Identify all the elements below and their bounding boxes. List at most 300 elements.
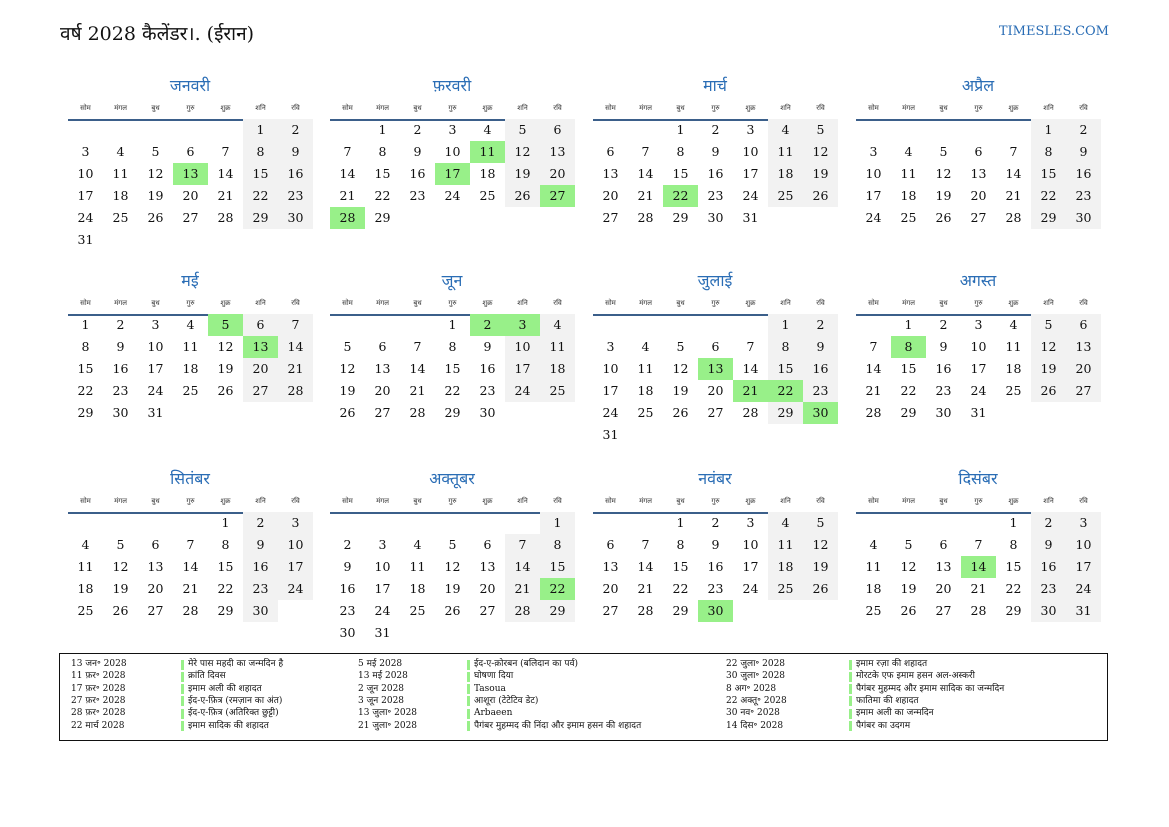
holiday-marker [849,684,852,694]
month-name: जुलाई [697,271,733,290]
weekday-label: मंगल [376,299,389,307]
day-cell: 4 [768,512,803,534]
day-cell: 22 [1031,185,1066,207]
day-cell: 7 [505,534,540,556]
day-cell: 19 [505,163,540,185]
day-cell: 5 [1031,314,1066,336]
day-cell: 25 [409,603,426,618]
day-cell: 2 [939,317,948,332]
day-cell: 6 [711,339,720,354]
month-name: नवंबर [698,469,732,488]
day-cell: 21 [637,188,654,203]
day-cell: 3 [81,144,90,159]
holiday-date: 22 जुला॰ 2028 [726,659,786,669]
day-cell: 4 [768,119,803,141]
holiday-marker [467,696,470,706]
day-cell: 16 [803,358,838,380]
holiday-name: पैगंबर मुहम्मद और इमाम सादिक का जन्मदिन [856,683,1005,694]
day-cell: 19 [900,581,917,596]
day-cell: 3 [378,537,387,552]
day-cell: 20 [602,188,619,203]
day-cell: 21 [637,581,654,596]
weekday-label: बुध [151,299,160,307]
weekday-label: सोम [80,497,91,505]
day-cell: 14 [961,556,996,578]
day-cell: 29 [243,207,278,229]
day-cell: 13 [479,559,496,574]
day-cell: 28 [1005,210,1022,225]
weekday-label: सोम [80,104,91,112]
day-cell: 24 [147,383,164,398]
weekday-label: मंगल [902,299,915,307]
day-cell: 19 [112,581,129,596]
day-cell: 20 [1066,358,1101,380]
weekday-label: गुरु [186,104,195,112]
day-cell: 12 [672,361,689,376]
day-cell: 25 [182,383,199,398]
day-cell: 22 [768,380,803,402]
day-cell: 15 [77,361,94,376]
day-cell: 8 [448,339,457,354]
day-cell: 2 [1031,512,1066,534]
day-cell: 8 [676,144,685,159]
day-cell: 7 [413,339,422,354]
day-cell: 1 [540,512,575,534]
day-cell: 25 [768,185,803,207]
day-cell: 19 [803,556,838,578]
day-cell: 10 [602,361,619,376]
weekday-label: रवि [553,299,562,307]
month-name: मार्च [703,76,727,95]
weekday-label: रवि [291,104,300,112]
day-cell: 1 [243,119,278,141]
holiday-name: ईद-ए-फ़ित्र (रमज़ान का अंत) [188,695,283,706]
weekday-label: रवि [1079,497,1088,505]
day-cell: 21 [733,380,768,402]
day-cell: 4 [540,314,575,336]
day-cell: 2 [1066,119,1101,141]
day-cell: 5 [904,537,913,552]
day-cell: 29 [444,405,461,420]
day-cell: 5 [939,144,948,159]
day-cell: 27 [602,603,619,618]
day-cell: 30 [1066,207,1101,229]
site-link[interactable]: TIMESLES.COM [998,24,1109,39]
weekday-label: बुध [939,104,948,112]
day-cell: 3 [869,144,878,159]
weekday-label: बुध [676,299,685,307]
day-cell: 2 [116,317,125,332]
day-cell: 15 [374,166,391,181]
day-cell: 18 [409,581,426,596]
weekday-label: रवि [816,497,825,505]
day-cell: 17 [505,358,540,380]
day-cell: 7 [1009,144,1018,159]
day-cell: 15 [1005,559,1022,574]
day-cell: 14 [182,559,199,574]
holiday-date: 30 जुला॰ 2028 [726,671,786,682]
day-cell: 20 [540,163,575,185]
day-cell: 26 [444,603,461,618]
day-cell: 27 [935,603,952,618]
weekday-label: शुक्र [220,299,231,307]
page-title: वर्ष 2028 कैलेंडर।. (ईरान) [60,23,255,45]
day-cell: 27 [479,603,496,618]
day-cell: 28 [217,210,234,225]
day-cell: 23 [935,383,952,398]
day-cell: 8 [81,339,90,354]
day-cell: 9 [711,144,720,159]
day-cell: 14 [217,166,234,181]
weekday-label: मंगल [639,104,652,112]
day-cell: 3 [505,314,540,336]
weekday-label: शनि [517,497,528,505]
weekday-label: बुध [413,497,422,505]
holiday-marker [849,696,852,706]
day-cell: 6 [186,144,195,159]
day-cell: 11 [540,336,575,358]
day-cell: 29 [768,402,803,424]
day-cell: 15 [900,361,917,376]
weekday-label: शनि [1043,299,1054,307]
day-cell: 13 [147,559,164,574]
day-cell: 26 [803,185,838,207]
weekday-label: गुरु [186,299,195,307]
day-cell: 24 [444,188,461,203]
day-cell: 14 [1005,166,1022,181]
day-cell: 8 [768,336,803,358]
day-cell: 18 [540,358,575,380]
day-cell: 8 [1009,537,1018,552]
day-cell: 28 [278,380,313,402]
day-cell: 8 [378,144,387,159]
day-cell: 23 [479,383,496,398]
day-cell: 15 [243,163,278,185]
holiday-name: पैगंबर का उदगम [856,720,911,731]
holiday-name: आशूरा (टेटेटिव डेट) [474,695,539,706]
day-cell: 11 [470,141,505,163]
day-cell: 20 [182,188,199,203]
day-cell: 12 [803,141,838,163]
weekday-label: शुक्र [220,497,231,505]
day-cell: 9 [483,339,492,354]
day-cell: 3 [606,339,615,354]
day-cell: 15 [444,361,461,376]
day-cell: 25 [637,405,654,420]
day-cell: 10 [1066,534,1101,556]
day-cell: 23 [243,578,278,600]
day-cell: 2 [803,314,838,336]
day-cell: 4 [1009,317,1018,332]
day-cell: 10 [444,144,461,159]
day-cell: 10 [865,166,882,181]
day-cell: 6 [939,537,948,552]
weekday-label: सोम [342,299,353,307]
day-cell: 29 [900,405,917,420]
holiday-date: 22 मार्च 2028 [71,720,125,731]
day-cell: 13 [602,559,619,574]
day-cell: 21 [1005,188,1022,203]
day-cell: 25 [540,380,575,402]
month-name: सितंबर [170,469,210,488]
weekday-label: मंगल [114,104,127,112]
holiday-name: इमाम रज़ा की शहादत [856,659,928,669]
day-cell: 31 [77,232,94,247]
day-cell: 30 [243,600,278,622]
day-cell: 3 [746,122,755,137]
day-cell: 15 [217,559,234,574]
weekday-label: सोम [868,104,879,112]
day-cell: 15 [672,166,689,181]
day-cell: 12 [505,141,540,163]
weekday-label: सोम [868,497,879,505]
day-cell: 12 [339,361,356,376]
weekday-label: शनि [255,497,266,505]
day-cell: 26 [672,405,689,420]
weekday-label: शनि [1043,497,1054,505]
day-cell: 3 [974,317,983,332]
weekday-label: रवि [1079,299,1088,307]
day-cell: 17 [865,188,882,203]
weekday-label: गुरु [711,104,720,112]
day-cell: 15 [540,556,575,578]
day-cell: 12 [900,559,917,574]
weekday-label: रवि [291,299,300,307]
day-cell: 13 [540,141,575,163]
day-cell: 2 [243,512,278,534]
day-cell: 22 [672,581,689,596]
day-cell: 4 [186,317,195,332]
day-cell: 13 [698,358,733,380]
day-cell: 24 [602,405,619,420]
day-cell: 9 [1031,534,1066,556]
day-cell: 14 [505,556,540,578]
day-cell: 27 [182,210,199,225]
day-cell: 30 [112,405,129,420]
day-cell: 13 [243,336,278,358]
day-cell: 18 [637,383,654,398]
day-cell: 7 [221,144,230,159]
day-cell: 24 [742,188,759,203]
weekday-label: शुक्र [482,497,493,505]
day-cell: 11 [409,559,426,574]
holiday-name: क्रांति दिवस [188,671,226,682]
day-cell: 1 [768,314,803,336]
weekday-label: गुरु [974,299,983,307]
day-cell: 2 [470,314,505,336]
weekday-label: शनि [517,299,528,307]
day-cell: 30 [339,625,356,640]
day-cell: 4 [116,144,125,159]
day-cell: 5 [448,537,457,552]
day-cell: 31 [742,210,759,225]
day-cell: 5 [151,144,160,159]
weekday-label: सोम [868,299,879,307]
day-cell: 15 [768,358,803,380]
holiday-marker [181,709,184,719]
day-cell: 22 [444,383,461,398]
weekday-label: बुध [939,299,948,307]
day-cell: 15 [672,559,689,574]
month-name: अक्तूबर [429,469,475,488]
day-cell: 21 [278,358,313,380]
day-cell: 6 [483,537,492,552]
day-cell: 31 [1066,600,1101,622]
day-cell: 3 [746,515,755,530]
day-cell: 9 [803,336,838,358]
day-cell: 2 [343,537,352,552]
weekday-label: रवि [553,104,562,112]
holiday-date: 3 जून 2028 [358,695,405,706]
day-cell: 17 [742,166,759,181]
holiday-marker [181,721,184,731]
day-cell: 5 [343,339,352,354]
day-cell: 30 [698,600,733,622]
day-cell: 20 [602,581,619,596]
month-name: अगस्त [959,271,997,290]
day-cell: 15 [1031,163,1066,185]
day-cell: 29 [77,405,94,420]
day-cell: 4 [641,339,650,354]
day-cell: 2 [711,122,720,137]
day-cell: 31 [970,405,987,420]
weekday-label: सोम [80,299,91,307]
day-cell: 26 [803,578,838,600]
day-cell: 2 [413,122,422,137]
day-cell: 23 [803,380,838,402]
day-cell: 20 [707,383,724,398]
weekday-label: बुध [151,104,160,112]
day-cell: 9 [711,537,720,552]
day-cell: 22 [77,383,94,398]
day-cell: 24 [77,210,94,225]
day-cell: 2 [711,515,720,530]
day-cell: 26 [935,210,952,225]
weekday-label: गुरु [448,497,457,505]
day-cell: 16 [707,166,724,181]
weekday-label: शनि [1043,104,1054,112]
weekday-label: बुध [676,104,685,112]
day-cell: 14 [742,361,759,376]
day-cell: 7 [186,537,195,552]
day-cell: 7 [746,339,755,354]
day-cell: 6 [606,537,615,552]
day-cell: 9 [116,339,125,354]
weekday-label: गुरु [448,104,457,112]
day-cell: 18 [768,556,803,578]
day-cell: 16 [707,559,724,574]
day-cell: 12 [112,559,129,574]
weekday-label: शनि [255,299,266,307]
day-cell: 27 [243,380,278,402]
day-cell: 23 [112,383,129,398]
day-cell: 10 [505,336,540,358]
weekday-label: शुक्र [1008,104,1019,112]
day-cell: 16 [243,556,278,578]
weekday-label: मंगल [902,104,915,112]
day-cell: 10 [374,559,391,574]
day-cell: 23 [1031,578,1066,600]
day-cell: 22 [243,185,278,207]
day-cell: 19 [803,163,838,185]
holiday-date: 22 अक्तू॰ 2028 [726,695,787,706]
day-cell: 7 [869,339,878,354]
day-cell: 13 [935,559,952,574]
day-cell: 11 [865,559,882,574]
weekday-label: सोम [342,104,353,112]
day-cell: 11 [182,339,199,354]
day-cell: 14 [865,361,882,376]
day-cell: 4 [81,537,90,552]
holiday-marker [467,721,470,731]
day-cell: 6 [151,537,160,552]
weekday-label: गुरु [711,497,720,505]
day-cell: 24 [278,578,313,600]
day-cell: 24 [374,603,391,618]
day-cell: 27 [540,185,575,207]
day-cell: 8 [1031,141,1066,163]
day-cell: 7 [641,537,650,552]
day-cell: 11 [900,166,917,181]
day-cell: 27 [970,210,987,225]
day-cell: 31 [602,427,619,442]
day-cell: 7 [641,144,650,159]
day-cell: 12 [803,534,838,556]
day-cell: 5 [676,339,685,354]
day-cell: 29 [672,210,689,225]
holiday-date: 30 नव॰ 2028 [726,708,780,719]
day-cell: 17 [374,581,391,596]
day-cell: 20 [374,383,391,398]
day-cell: 25 [1005,383,1022,398]
day-cell: 10 [742,144,759,159]
day-cell: 16 [935,361,952,376]
weekday-label: बुध [939,497,948,505]
weekday-label: शुक्र [745,497,756,505]
day-cell: 13 [970,166,987,181]
day-cell: 29 [672,603,689,618]
day-cell: 8 [891,336,926,358]
day-cell: 1 [676,515,685,530]
day-cell: 10 [278,534,313,556]
day-cell: 24 [505,380,540,402]
weekday-label: गुरु [711,299,720,307]
weekday-label: सोम [605,104,616,112]
day-cell: 25 [112,210,129,225]
day-cell: 13 [374,361,391,376]
weekday-label: गुरु [974,497,983,505]
day-cell: 28 [637,603,654,618]
weekday-label: मंगल [902,497,915,505]
holiday-marker [849,709,852,719]
holiday-date: 17 फ़र॰ 2028 [71,683,126,694]
day-cell: 27 [374,405,391,420]
day-cell: 27 [1066,380,1101,402]
weekday-label: रवि [816,299,825,307]
holiday-name: इमाम अली की शहादत [188,683,262,694]
day-cell: 8 [221,537,230,552]
holiday-legend [59,653,1108,741]
weekday-label: रवि [1079,104,1088,112]
day-cell: 17 [1066,556,1101,578]
holiday-name: इमाम अली का जन्मदिन [856,708,934,719]
month-name: अप्रैल [961,76,995,95]
day-cell: 29 [217,603,234,618]
day-cell: 18 [112,188,129,203]
holiday-name: Tasoua [474,683,506,694]
holiday-date: 5 मई 2028 [358,659,403,669]
holiday-date: 13 जुला॰ 2028 [358,708,418,719]
